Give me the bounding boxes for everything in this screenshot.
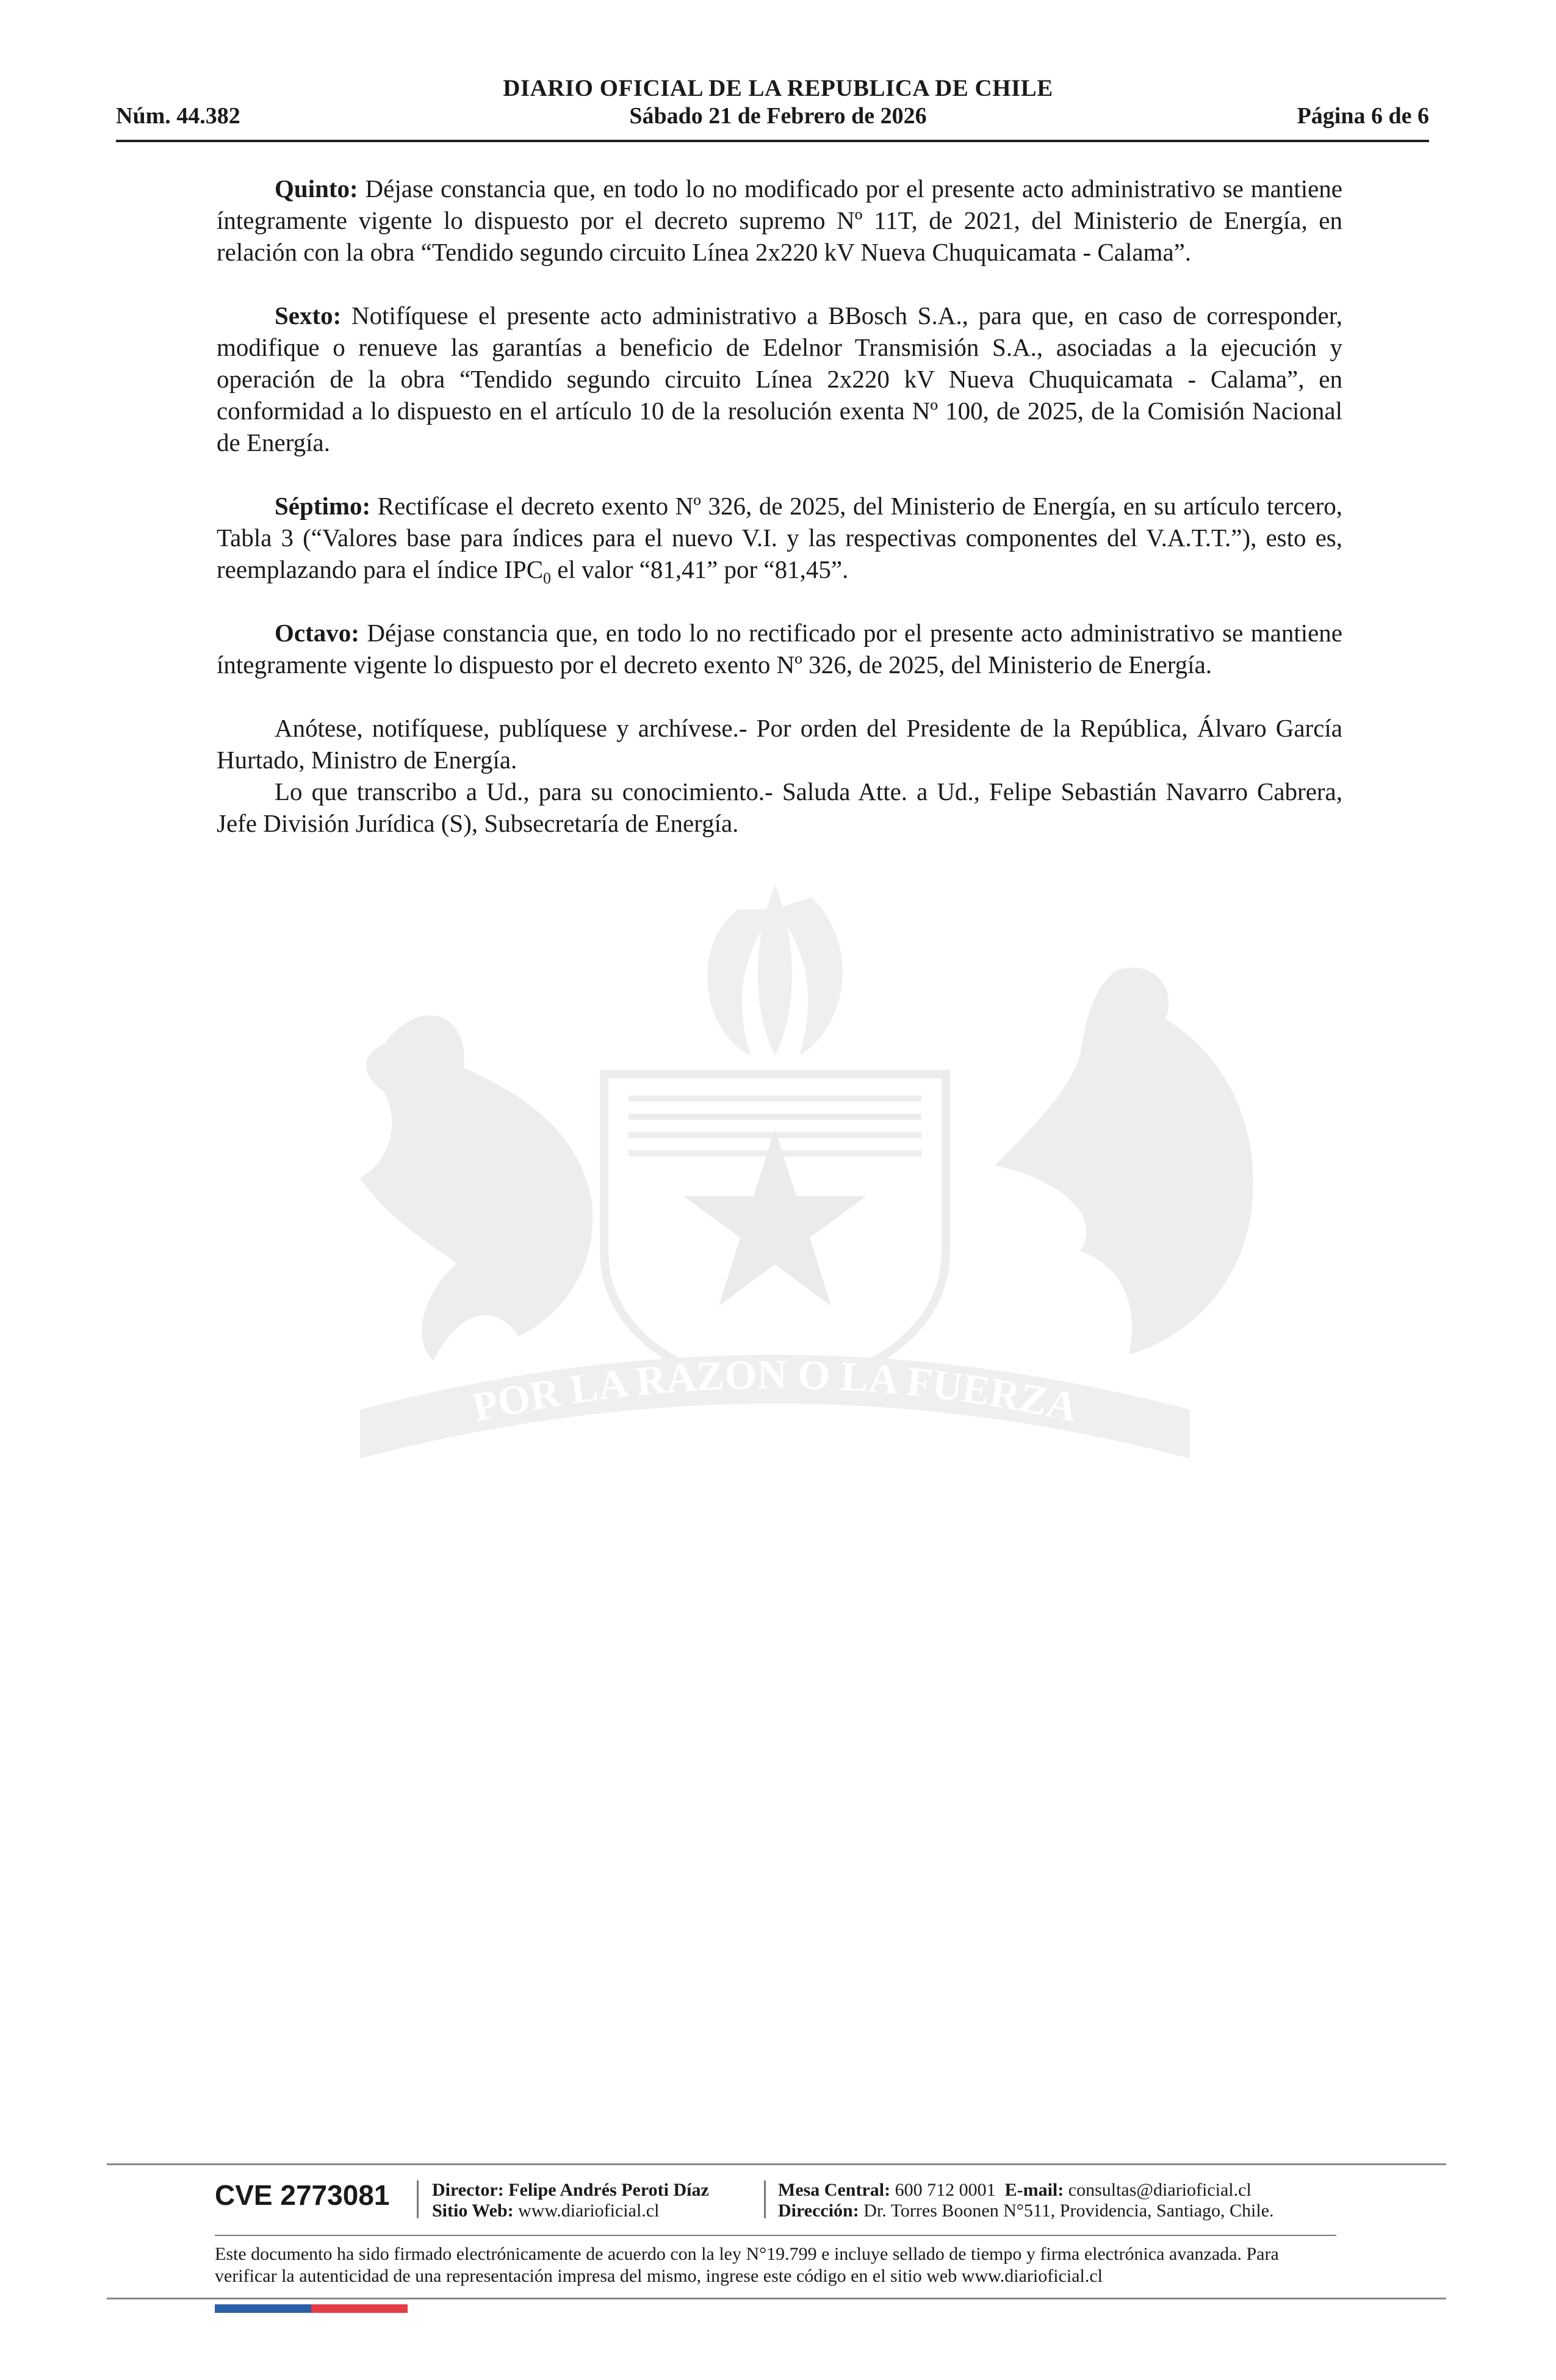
phone-label: Mesa Central: bbox=[778, 2180, 891, 2200]
address-value: Dr. Torres Boonen N°511, Providencia, Santiago, Chile. bbox=[863, 2201, 1274, 2221]
motto-text: POR LA RAZON O LA FUERZA bbox=[468, 1350, 1082, 1431]
paragraph-septimo bbox=[217, 490, 1342, 588]
footer-divider-top bbox=[107, 2163, 1446, 2165]
cve-code: CVE 2773081 bbox=[215, 2179, 390, 2211]
paragraph-quinto bbox=[217, 173, 1342, 268]
paragraph-text: Notifíquese el presente acto administrativo a BBosch S.A., para que, en caso de corresponder, modifique o renueve las garantías a beneficio de Edelnor Transmisión S.A., asociadas a la ejecución y operación de la obra “Tendido segundo circuito Línea 2x220 kV Nueva Chuquicamata - Calama”, en conformidad a lo dispuesto en el artículo 10 de la resolución exenta Nº 100, de 2025, de la Comisión Nacional de Energía. bbox=[217, 301, 1342, 456]
website-label: Sitio Web: bbox=[432, 2201, 514, 2221]
header-divider bbox=[116, 140, 1429, 142]
closing-paragraph: Anótese, notifíquese, publíquese y archívese.- Por orden del Presidente de la República, Álvaro García Hurtado, Ministro de Energía. bbox=[217, 714, 1342, 774]
phone-value: 600 712 0001 bbox=[895, 2180, 996, 2200]
gazette-title: DIARIO OFICIAL DE LA REPUBLICA DE CHILE bbox=[503, 75, 1053, 101]
paragraph-text-end: el valor “81,41” por “81,45”. bbox=[551, 555, 849, 583]
flag-stripe-blue bbox=[215, 2304, 311, 2313]
transcription-paragraph: Lo que transcribo a Ud., para su conocimiento.- Saluda Atte. a Ud., Felipe Sebastián Navarro Cabrera, Jefe División Jurídica (S), Subsecretaría de Energía. bbox=[217, 777, 1342, 837]
paragraph-text: Rectifícase el decreto exento Nº 326, de 2025, del Ministerio de Energía, en su artículo tercero, Tabla 3 (“Valores base para índices para el nuevo V.I. y las respectivas componentes del V.A.T.T.”), esto es, reemplazando para el índice IPC bbox=[217, 492, 1342, 583]
paragraph-lead: Séptimo: bbox=[275, 492, 371, 520]
flag-stripe-red bbox=[311, 2304, 408, 2313]
svg-text:POR LA RAZON O LA FUERZA bbox=[468, 1351, 1081, 1430]
coat-of-arms-watermark bbox=[201, 873, 1349, 1574]
website-link[interactable]: www.diarioficial.cl bbox=[518, 2201, 660, 2221]
issue-date: Sábado 21 de Febrero de 2026 bbox=[629, 103, 927, 129]
paragraph-lead: Sexto: bbox=[275, 301, 342, 330]
footer-director-block bbox=[432, 2180, 709, 2221]
email-label: E-mail: bbox=[1004, 2180, 1064, 2200]
email-link[interactable]: consultas@diarioficial.cl bbox=[1068, 2180, 1252, 2200]
ipc-subscript: 0 bbox=[543, 569, 552, 588]
paragraph-lead: Octavo: bbox=[275, 619, 359, 647]
paragraph-text: Déjase constancia que, en todo lo no modificado por el presente acto administrativo se mantiene íntegramente vigente lo dispuesto por el decreto supremo Nº 11T, de 2021, del Ministerio de Energía, en relación con la obra “Tendido segundo circuito Línea 2x220 kV Nueva Chuquicamata - Calama”. bbox=[217, 175, 1342, 266]
paragraph-sexto bbox=[217, 300, 1342, 458]
page-indicator: Página 6 de 6 bbox=[1297, 103, 1429, 129]
decree-body bbox=[217, 173, 1342, 839]
footer-separator bbox=[764, 2180, 766, 2218]
electronic-signature-notice: Este documento ha sido firmado electrónicamente de acuerdo con la ley N°19.799 e incluye sellado de tiempo y firma electrónica avanzada. Para verificar la autenticidad de una representación impresa del mismo, ingrese este código en el sitio web www.diarioficial.cl bbox=[215, 2244, 1279, 2286]
director-name: Felipe Andrés Peroti Díaz bbox=[508, 2180, 709, 2200]
issue-number: Núm. 44.382 bbox=[116, 103, 240, 129]
footer-separator bbox=[417, 2180, 419, 2218]
address-label: Dirección: bbox=[778, 2201, 859, 2221]
footer-divider-mid bbox=[215, 2235, 1336, 2236]
paragraph-lead: Quinto: bbox=[275, 175, 358, 203]
paragraph-text: Déjase constancia que, en todo lo no rectificado por el presente acto administrativo se mantiene íntegramente vigente lo dispuesto por el decreto exento Nº 326, de 2025, del Ministerio de Energía. bbox=[217, 619, 1342, 679]
footer-divider-bottom bbox=[107, 2298, 1446, 2299]
footer-contact-block bbox=[778, 2180, 1274, 2221]
director-label: Director: bbox=[432, 2180, 504, 2200]
paragraph-octavo bbox=[217, 617, 1342, 680]
